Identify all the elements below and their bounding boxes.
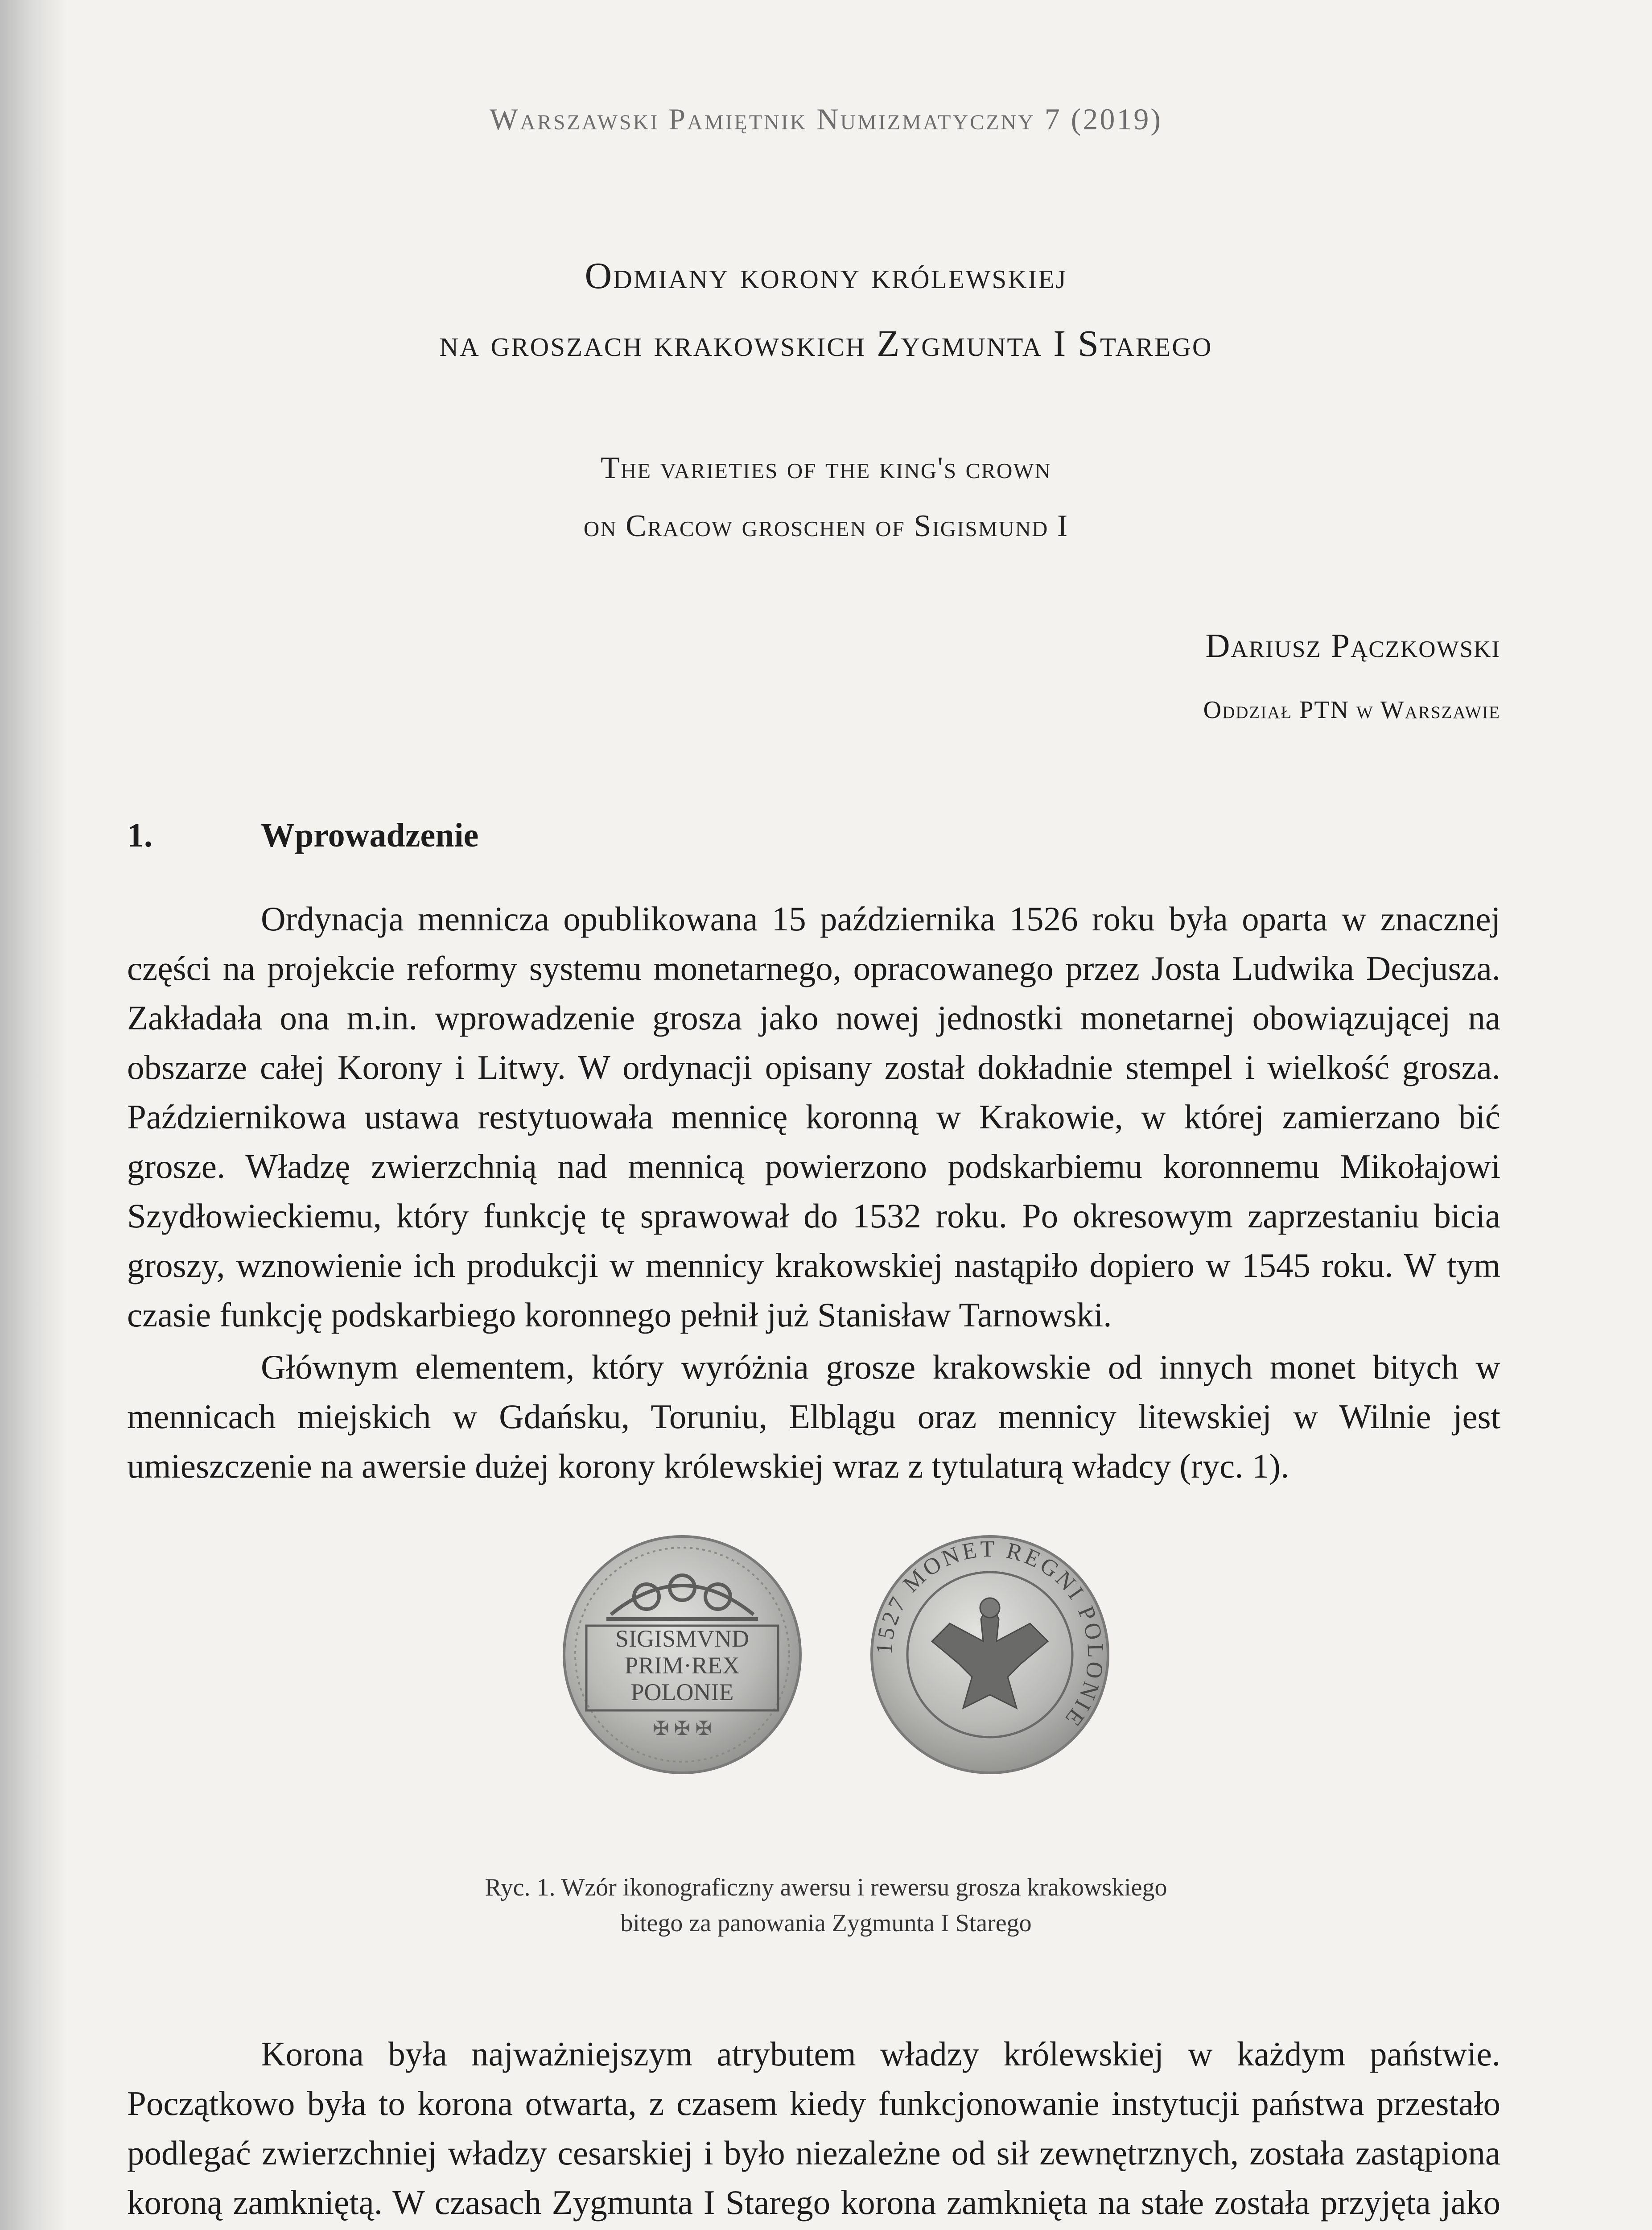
section-title: Wprowadzenie xyxy=(261,817,479,854)
figure-caption-line-2: bitego za panowania Zygmunta I Starego xyxy=(620,1909,1032,1937)
obverse-legend-line-2: PRIM·REX xyxy=(624,1652,740,1679)
coin-reverse xyxy=(872,1536,1108,1773)
coin-figure-svg xyxy=(473,1530,1231,1780)
coin-figure xyxy=(473,1530,1231,1780)
paragraph-1: Ordynacja mennicza opublikowana 15 października 1526 roku była oparta w znacznej części na projekcie reformy systemu monetarnego, opracowanego przez Josta Ludwika Decjusza. Zakładała ona m.in. wprowadzenie grosza jako nowej jednostki monetarnej obowiązującej na obszarze całej Korony i Litwy. W ordynacji opisany został dokładnie stempel i wielkość grosza. Październikowa ustawa restytuowała mennicę koronną w Krakowie, w której zamierzano bić grosze. Władzę zwierzchnią nad mennicą powierzono podskarbiemu koronnemu Mikołajowi Szydłowieckiemu, który funkcję tę sprawował do 1532 roku. Po okresowym zaprzestaniu bicia groszy, wznowienie ich produkcji w mennicy krakowskiej nastąpiło dopiero w 1545 roku. W tym czasie funkcję podskarbiego koronnego pełnił już Stanisław Tarnowski. xyxy=(127,900,1500,1334)
paragraph-2: Głównym elementem, który wyróżnia grosze krakowskie od innych monet bitych w mennicach miejskich w Gdańsku, Toruniu, Elblągu oraz mennicy litewskiej w Wilnie jest umieszczenie na awersie dużej korony królewskiej wraz z tytulaturą władcy (ryc. 1). xyxy=(127,1348,1500,1485)
author-name: Dariusz Pączkowski xyxy=(1205,627,1500,665)
paragraph-3: Korona była najważniejszym atrybutem władzy królewskiej w każdym państwie. Początkowo była to korona otwarta, z czasem kiedy funkcjonowanie instytucji państwa przestało podlegać zwierzchniej władzy cesarskiej i było niezależne od sił zewnętrznych, została zastąpiona koroną zamkniętą. W czasach Zygmunta I Starego korona zamknięta na stałe została przyjęta jako xyxy=(127,2035,1500,2222)
section-number: 1. xyxy=(127,817,152,854)
section-heading xyxy=(127,816,478,855)
obverse-legend-line-3: POLONIE xyxy=(630,1679,734,1706)
coin-obverse xyxy=(564,1536,800,1773)
title-en-line-1: The varieties of the king's crown xyxy=(600,451,1051,485)
journal-header: Warszawski Pamiętnik Numizmatyczny 7 (2019) xyxy=(489,102,1163,136)
author-affiliation: Oddział PTN w Warszawie xyxy=(1203,696,1500,724)
obverse-ornament-icon: ✠ ✠ ✠ xyxy=(652,1718,712,1739)
reverse-legend: 1527 MONET REGNI POLONIE xyxy=(871,1536,1108,1733)
title-en-line-2: on Cracow groschen of Sigismund I xyxy=(583,509,1069,543)
title-pl-line-1: Odmiany korony królewskiej xyxy=(585,255,1067,297)
title-pl-line-2: na groszach krakowskich Zygmunta I Starego xyxy=(439,323,1213,364)
figure-caption-line-1: Ryc. 1. Wzór ikonograficzny awersu i rewersu grosza krakowskiego xyxy=(485,1874,1167,1901)
obverse-legend-line-1: SIGISMVND xyxy=(615,1625,750,1652)
